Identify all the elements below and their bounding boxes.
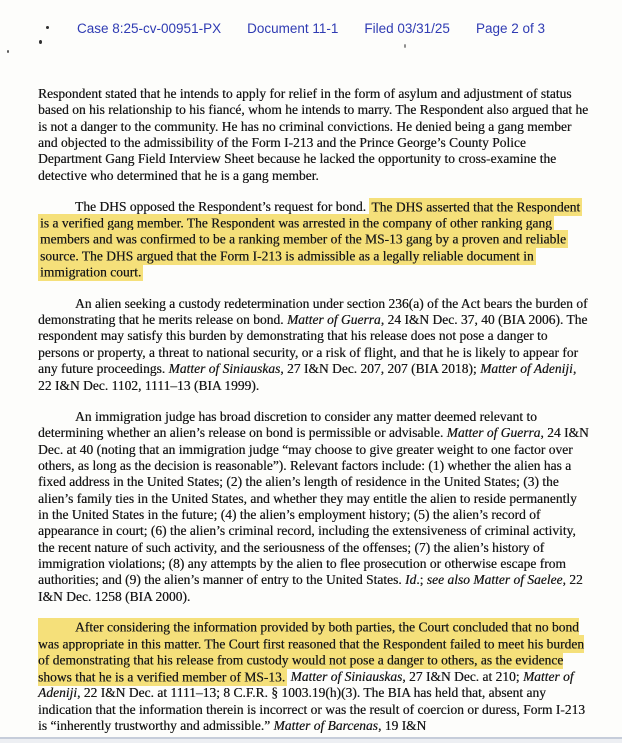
text-run: , 24 I&N Dec. 37, 40 (BIA 2006). The respondent may satisfy this burden by demonstrating that his release does not pose a danger to persons or property, a threat to national security, or a risk of flight, and that he is likely to appear for any future proceedings. [38, 312, 588, 377]
paragraph [38, 296, 589, 394]
text-run: An immigration judge has broad discretion to consider any matter deemed relevant to determining whether an alien’s release on bond is permissible or advisable. [38, 408, 537, 441]
text-run: Matter of Adeniji [38, 669, 574, 701]
stamp-filed-date: Filed 03/31/25 [364, 21, 450, 36]
text-run: Matter of Siniauskas [168, 361, 281, 377]
viewer-bottom-strip [0, 739, 622, 743]
paragraph [38, 620, 589, 734]
text-run: An alien seeking a custody redetermination under section 236(a) of the Act bears the burden of demonstrating that he merits release on bond. [38, 295, 588, 328]
highlighted-text: The DHS asserted that the Respondent is a verified gang member. The Respondent was arrested in the company of other ranking gang members and was confirmed to be a ranking member of the MS-13 gang by a proven and reliable source. The DHS argued that the Form I-213 is admissible as a legally reliable document in immigration court. [40, 199, 581, 280]
paragraph [38, 199, 589, 281]
scan-speck [404, 44, 406, 48]
paragraph [38, 409, 589, 605]
document-body [38, 86, 589, 743]
court-stamp-header [0, 21, 622, 36]
stamp-case-number: Case 8:25-cv-00951-PX [77, 21, 222, 36]
text-run: , 27 I&N Dec. 207, 207 (BIA 2018); [280, 361, 481, 377]
text-run: , 22 I&N Dec. 1102, 1111–13 (BIA 1999). [38, 361, 577, 393]
stamp-document-label: Document 11-1 [247, 21, 339, 36]
paragraph [38, 86, 589, 184]
highlighted-text: After considering the information provided by both parties, the Court concluded that no bond was appropriate in this matter. The Court first reasoned that the Respondent failed to meet his burden of demonstrating that his release from custody would not pose a danger to others, as the evidence shows that he is a verified member of MS-13. [38, 619, 584, 684]
text-run: , 19 I&N [377, 718, 427, 734]
text-run: Respondent stated that he intends to apply for relief in the form of asylum and adjustment of status based on his relationship to his fiancé, whom he intends to marry. The Respondent also argued that he is not a danger to the community. He has no criminal convictions. He denied being a gang member and objected to the admissibility of the Form I-213 and the Prince George’s County Police Department Gang Field Interview Sheet because he lacked the opportunity to cross-examine the detective who determined that he is a gang member. [38, 86, 589, 183]
text-run: Id [405, 572, 417, 588]
text-run: The DHS opposed the Respondent’s request for bond. [75, 199, 370, 215]
text-run: Matter of Siniauskas [290, 669, 403, 684]
text-run: Matter of Adeniji [480, 361, 573, 377]
scan-speck [39, 40, 42, 44]
stamp-page-number: Page 2 of 3 [475, 21, 545, 36]
scan-speck [46, 26, 49, 29]
text-run: Matter of Guerra [446, 425, 541, 441]
text-run: Matter of Barcenas [273, 718, 378, 734]
scan-speck [7, 50, 9, 53]
text-run: .; [416, 572, 427, 588]
text-run: see also Matter of Saelee [426, 572, 563, 588]
text-run: , 24 I&N Dec. at 40 (noting that an immigration judge “may choose to give greater weight to one factor over others, as long as the decision is reasonable”). Relevant factors include: (1) whether the alien has a fixed address in the United States; (2) the alien’s length of residence in the United States; (3) the alien’s family ties in the United States, and whether they may entitle the alien to reside permanently in the United States in the future; (4) the alien’s employment history; (5) the alien’s record of appearance in court; (6) the alien’s criminal record, including the extensiveness of criminal activity, the recent nature of such activity, and the seriousness of the offenses; (7) the alien’s history of immigration violations; (8) any attempts by the alien to flee prosecution or otherwise escape from authorities; and (9) the alien’s manner of entry to the United States. [38, 425, 589, 588]
text-run: , 22 I&N Dec. at 1111–13; 8 C.F.R. § 1003.19(h)(3). The BIA has held that, absent any indication that the information therein is incorrect or was the result of coercion or duress, Form I-213 is “inherently trustworthy and admissible.” [38, 685, 585, 734]
text-run: , 22 I&N Dec. 1258 (BIA 2000). [38, 572, 583, 604]
text-run: , 27 I&N Dec. at 210; [402, 669, 523, 684]
text-run: Matter of Guerra [286, 312, 381, 328]
